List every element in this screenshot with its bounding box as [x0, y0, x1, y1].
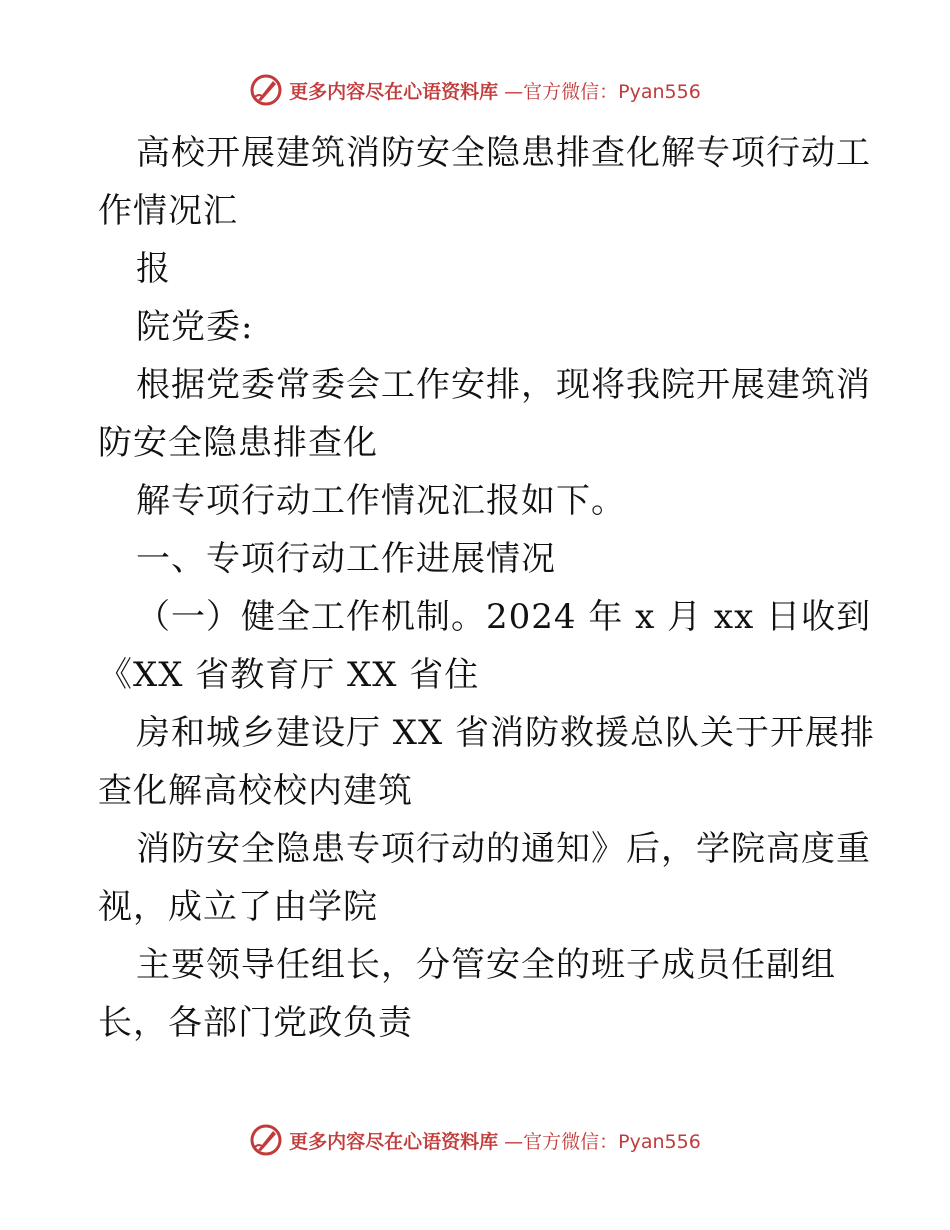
paragraph-line: 查化解高校校内建筑: [98, 771, 413, 811]
paragraph-line: （一）健全工作机制。2024 年 x 月 xx 日收到: [136, 597, 872, 637]
paragraph-line: 防安全隐患排查化: [98, 423, 378, 463]
title-line-2: 作情况汇: [98, 191, 238, 231]
title-line-3: 报: [136, 249, 171, 289]
paragraph-line: 消防安全隐患专项行动的通知》后，学院高度重: [136, 829, 871, 869]
paragraph-line: 解专项行动工作情况汇报如下。: [136, 481, 626, 521]
paragraph-line: 《XX 省教育厅 XX 省住: [98, 655, 480, 695]
paragraph-line: 视，成立了由学院: [98, 887, 378, 927]
paragraph-line: 房和城乡建设厅 XX 省消防救援总队关于开展排: [136, 713, 876, 753]
header-watermark: [0, 70, 950, 110]
paragraph-line: 根据党委常委会工作安排，现将我院开展建筑消: [136, 365, 871, 405]
paragraph-line: 主要领导任组长，分管安全的班子成员任副组: [136, 945, 836, 985]
watermark-suffix: —官方微信：Pyan556: [504, 80, 701, 103]
watermark-suffix: —官方微信：Pyan556: [504, 1130, 701, 1153]
salutation: 院党委:: [136, 307, 254, 347]
quill-pen-logo-icon: [249, 73, 283, 107]
footer-watermark: [0, 1120, 950, 1160]
quill-pen-logo-icon: [249, 1123, 283, 1157]
watermark-brand: 更多内容尽在心语资料库: [289, 80, 499, 103]
section-heading: 一、专项行动工作进展情况: [136, 539, 556, 579]
watermark-brand: 更多内容尽在心语资料库: [289, 1130, 499, 1153]
paragraph-line: 长，各部门党政负责: [98, 1003, 413, 1043]
document-body: [98, 124, 876, 1052]
title-line-1: 高校开展建筑消防安全隐患排查化解专项行动工: [136, 133, 871, 173]
